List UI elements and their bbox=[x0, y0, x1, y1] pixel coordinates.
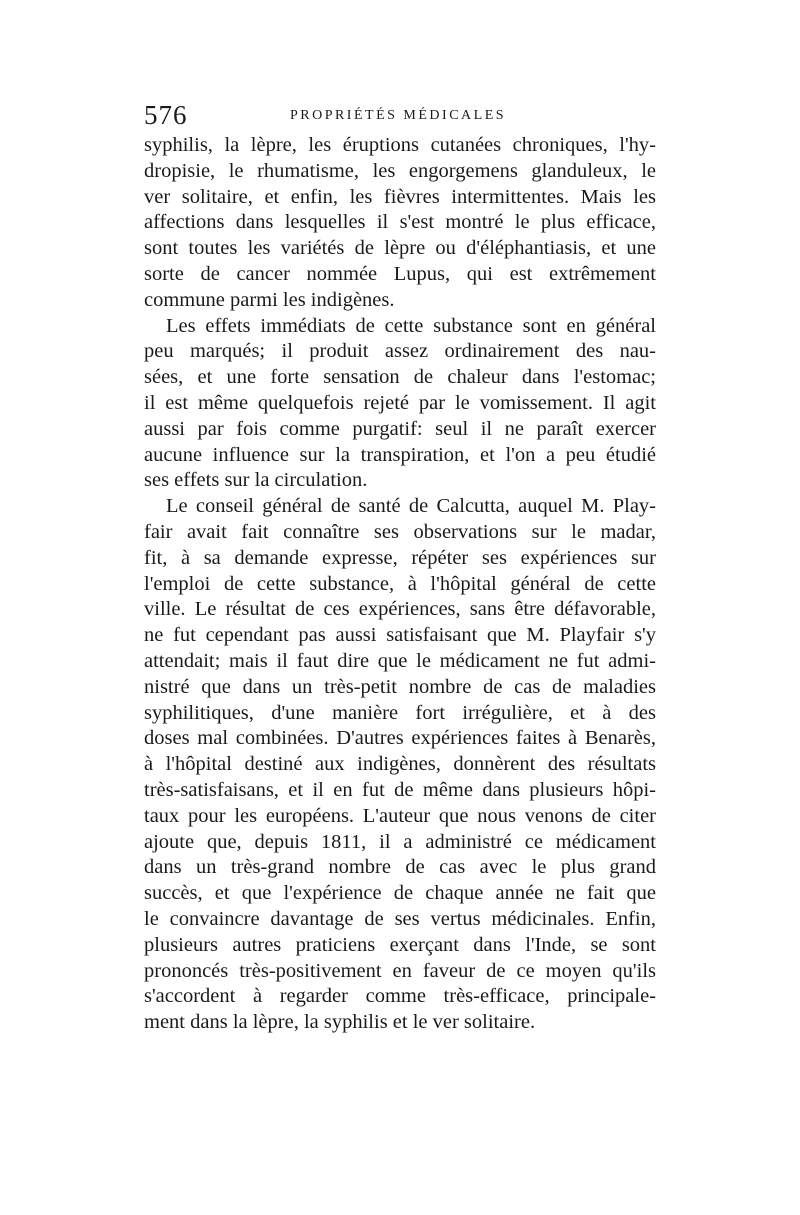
text-line: sorte de cancer nommée Lupus, qui est extrêmement bbox=[144, 262, 656, 285]
page-number: 576 bbox=[144, 100, 188, 130]
text-line: affections dans lesquelles il s'est montré le plus efficace, bbox=[144, 211, 656, 234]
text-line: très-satisfaisans, et il en fut de même dans plusieurs hôpi- bbox=[144, 778, 656, 801]
text-line: s'accordent à regarder comme très-efficace, principale- bbox=[144, 985, 656, 1008]
running-head bbox=[144, 100, 652, 130]
text-line: prononcés très-positivement en faveur de ce moyen qu'ils bbox=[144, 959, 656, 982]
paragraph-2 bbox=[144, 314, 656, 495]
text-line: syphilis, la lèpre, les éruptions cutanées chroniques, l'hy- bbox=[144, 134, 656, 156]
text-line: ses effets sur la circulation. bbox=[144, 469, 368, 492]
text-line: commune parmi les indigènes. bbox=[144, 288, 395, 311]
text-line: sées, et une forte sensation de chaleur dans l'estomac; bbox=[144, 366, 656, 389]
text-line: Le conseil général de santé de Calcutta, auquel M. Play- bbox=[166, 495, 656, 518]
text-line: le convaincre davantage de ses vertus médicinales. Enfin, bbox=[144, 907, 656, 930]
text-line: ajoute que, depuis 1811, il a administré ce médicament bbox=[144, 830, 656, 853]
text-line: dropisie, le rhumatisme, les engorgemens glanduleux, le bbox=[144, 159, 656, 182]
text-line: il est même quelquefois rejeté par le vomissement. Il agit bbox=[144, 391, 656, 414]
text-line: nistré que dans un très-petit nombre de cas de maladies bbox=[144, 675, 656, 698]
text-line: fit, à sa demande expresse, répéter ses expériences sur bbox=[144, 546, 656, 569]
text-line: dans un très-grand nombre de cas avec le plus grand bbox=[144, 856, 656, 879]
body-text bbox=[144, 133, 656, 1036]
text-line: plusieurs autres praticiens exerçant dans l'Inde, se sont bbox=[144, 933, 656, 956]
text-line: peu marqués; il produit assez ordinairement des nau- bbox=[144, 340, 656, 363]
text-line: ville. Le résultat de ces expériences, sans être défavorable, bbox=[144, 598, 656, 621]
text-line: ver solitaire, et enfin, les fièvres intermittentes. Mais les bbox=[144, 185, 656, 208]
text-line: taux pour les européens. L'auteur que nous venons de citer bbox=[144, 804, 656, 827]
text-line: attendait; mais il faut dire que le médicament ne fut admi- bbox=[144, 649, 656, 672]
text-line: aucune influence sur la transpiration, et l'on a peu étudié bbox=[144, 443, 656, 466]
text-line: à l'hôpital destiné aux indigènes, donnèrent des résultats bbox=[144, 753, 656, 776]
text-line: l'emploi de cette substance, à l'hôpital général de cette bbox=[144, 572, 656, 595]
text-line: Les effets immédiats de cette substance sont en général bbox=[166, 314, 656, 337]
paragraph-3 bbox=[144, 494, 656, 1036]
paragraph-1 bbox=[144, 133, 656, 314]
text-line: succès, et que l'expérience de chaque année ne fait que bbox=[144, 882, 656, 905]
text-line: ment dans la lèpre, la syphilis et le ver solitaire. bbox=[144, 1011, 536, 1034]
text-line: syphilitiques, d'une manière fort irrégulière, et à des bbox=[144, 701, 656, 724]
text-line: doses mal combinées. D'autres expériences faites à Benarès, bbox=[144, 727, 656, 750]
text-line: ne fut cependant pas aussi satisfaisant que M. Playfair s'y bbox=[144, 624, 656, 647]
text-line: aussi par fois comme purgatif: seul il ne paraît exercer bbox=[144, 417, 656, 440]
text-line: sont toutes les variétés de lèpre ou d'éléphantiasis, et une bbox=[144, 237, 656, 260]
running-title: PROPRIÉTÉS MÉDICALES bbox=[289, 108, 507, 123]
text-line: fair avait fait connaître ses observations sur le madar, bbox=[144, 520, 656, 543]
